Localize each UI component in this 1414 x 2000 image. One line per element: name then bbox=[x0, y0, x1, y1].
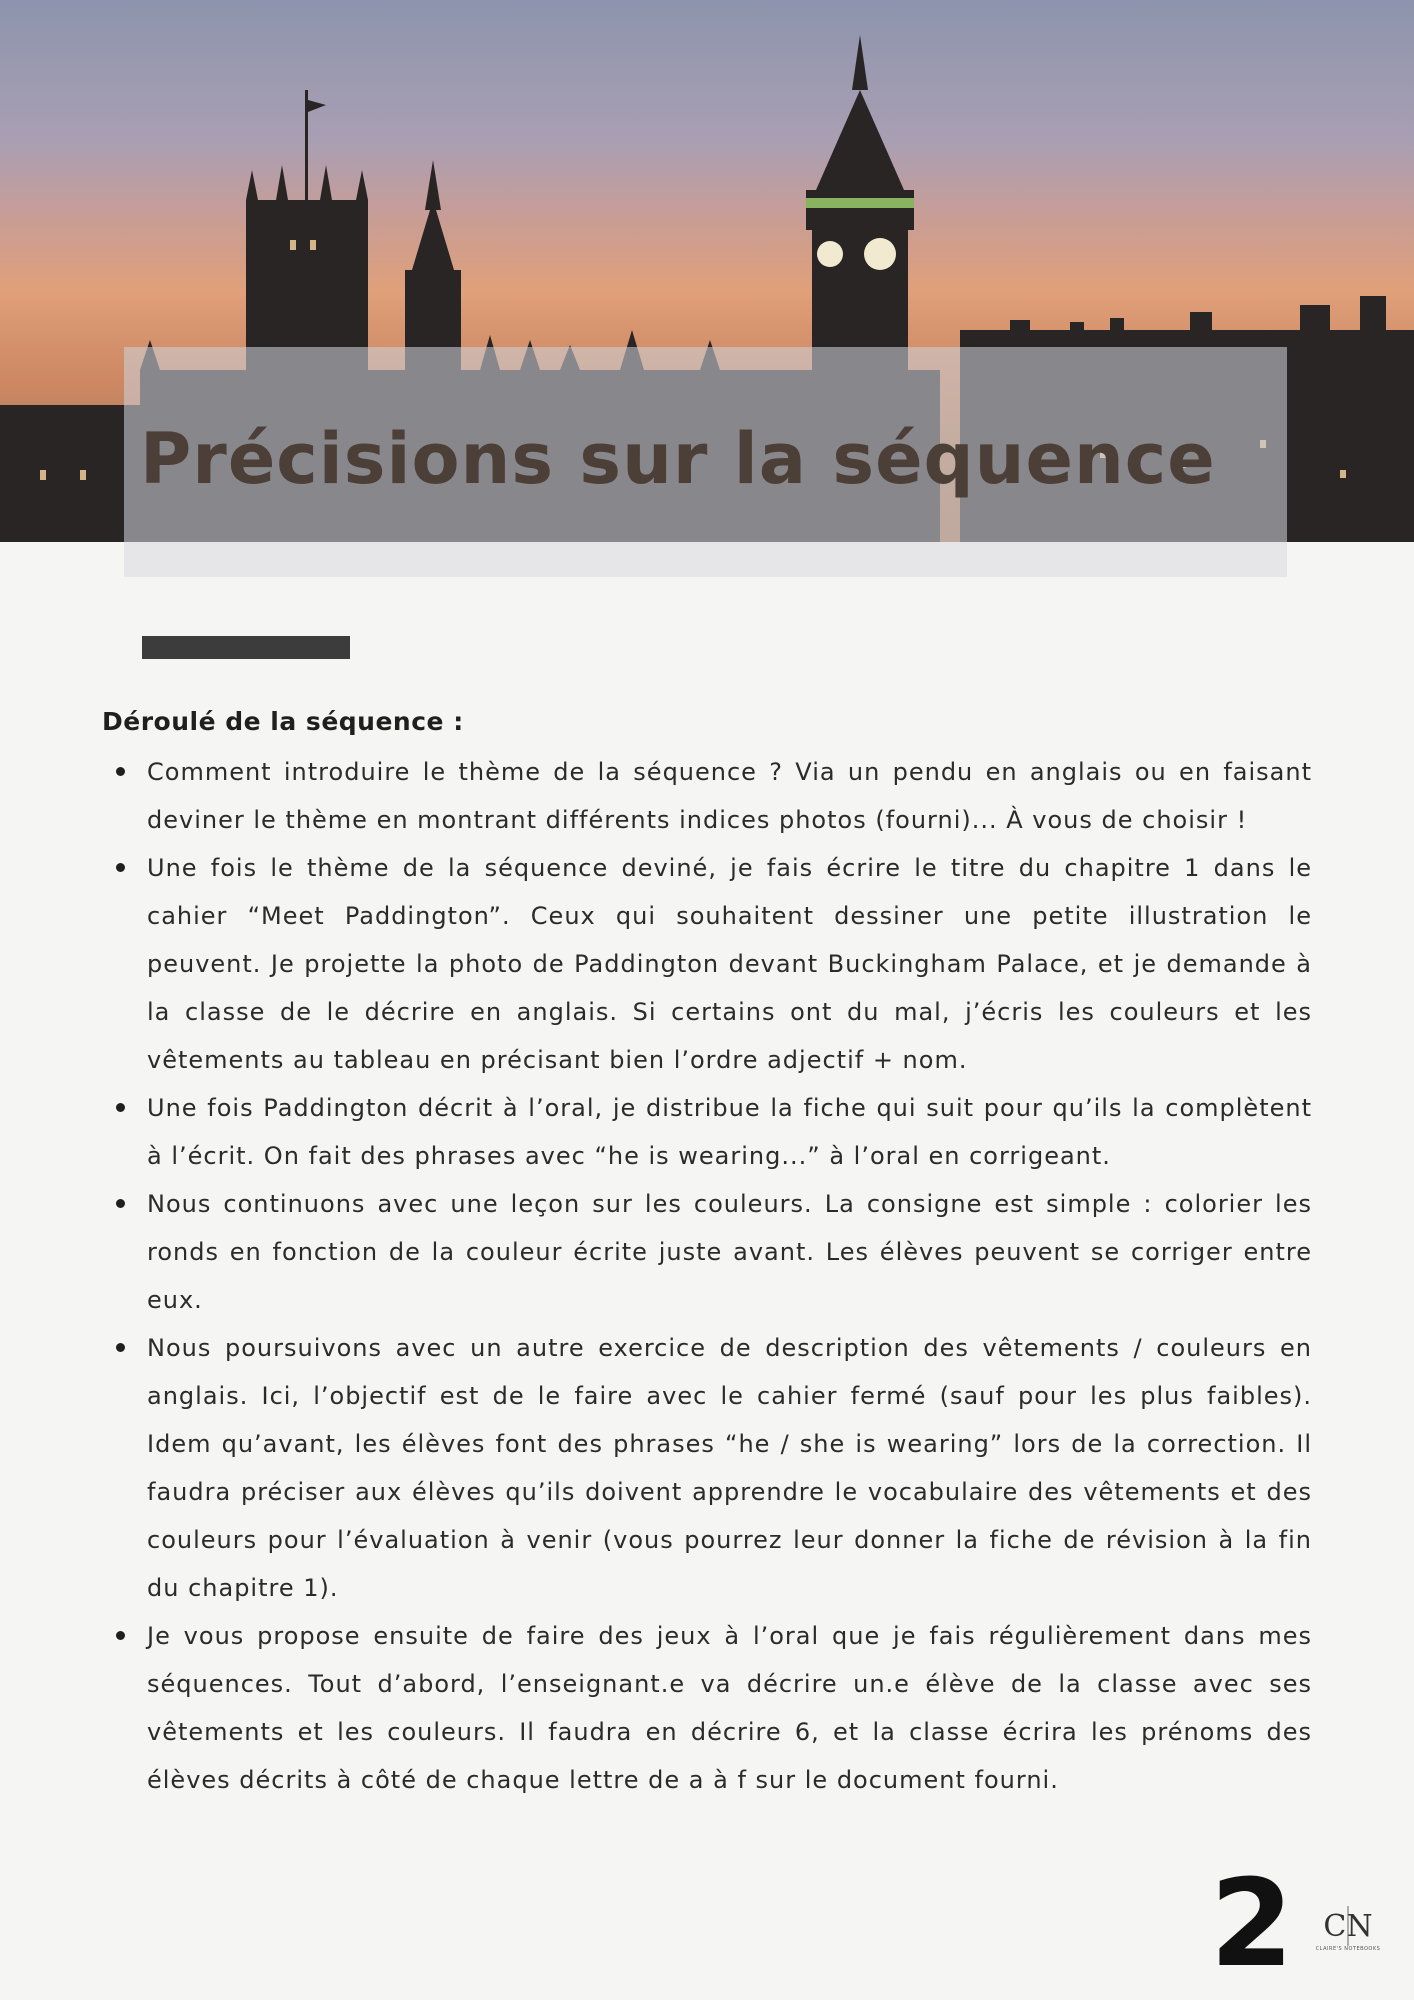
list-item bbox=[102, 1324, 1312, 1612]
sequence-steps-list bbox=[102, 748, 1312, 1804]
page-title: Précisions sur la séquence bbox=[140, 418, 1216, 500]
sequence-section bbox=[102, 698, 1312, 1804]
bullet-icon bbox=[116, 1343, 125, 1352]
list-item bbox=[102, 1084, 1312, 1180]
bullet-icon bbox=[116, 863, 125, 872]
list-item bbox=[102, 748, 1312, 844]
list-item-text: Nous continuons avec une leçon sur les couleurs. La consigne est simple : colorier les ronds en fonction de la couleur écrite juste avant. Les élèves peuvent se corriger entre eux. bbox=[147, 1190, 1312, 1314]
logo-caption: CLAIRE'S NOTEBOOKS bbox=[1315, 1946, 1381, 1952]
list-item-text: Je vous propose ensuite de faire des jeux à l’oral que je fais régulièrement dans mes séquences. Tout d’abord, l’enseignant.e va décrire un.e élève de la classe avec ses vêtements et les couleurs. Il faudra en décrire 6, et la classe écrira les prénoms des élèves décrits à côté de chaque lettre de a à f sur le document fourni. bbox=[147, 1622, 1312, 1794]
bullet-icon bbox=[116, 1103, 125, 1112]
list-item bbox=[102, 844, 1312, 1084]
list-item-text: Comment introduire le thème de la séquence ? Via un pendu en anglais ou en faisant deviner le thème en montrant différents indices photos (fourni)... À vous de choisir ! bbox=[147, 758, 1312, 834]
list-item bbox=[102, 1612, 1312, 1804]
list-item-text: Une fois Paddington décrit à l’oral, je distribue la fiche qui suit pour qu’ils la complètent à l’écrit. On fait des phrases avec “he is wearing...” à l’oral en corrigeant. bbox=[147, 1094, 1312, 1170]
list-item-text: Une fois le thème de la séquence deviné, je fais écrire le titre du chapitre 1 dans le cahier “Meet Paddington”. Ceux qui souhaitent dessiner une petite illustration le peuvent. Je projette la photo de Paddington devant Buckingham Palace, et je demande à la classe de le décrire en anglais. Si certains ont du mal, j’écris les couleurs et les vêtements au tableau en précisant bien l’ordre adjectif + nom. bbox=[147, 854, 1312, 1074]
bullet-icon bbox=[116, 767, 125, 776]
logo-initials: CN bbox=[1323, 1909, 1373, 1944]
bullet-icon bbox=[116, 1199, 125, 1208]
title-panel-lower bbox=[124, 542, 1287, 577]
section-heading: Déroulé de la séquence : bbox=[102, 707, 464, 736]
list-item-text: Nous poursuivons avec un autre exercice de description des vêtements / couleurs en anglais. Ici, l’objectif est de le faire avec le cahier fermé (sauf pour les plus faibles). Idem qu’avant, les élèves font des phrases “he / she is wearing” lors de la correction. Il faudra préciser aux élèves qu’ils doivent apprendre le vocabulaire des vêtements et des couleurs pour l’évaluation à venir (vous pourrez leur donner la fiche de révision à la fin du chapitre 1). bbox=[147, 1334, 1312, 1602]
list-item bbox=[102, 1180, 1312, 1324]
page-number: 2 bbox=[1210, 1855, 1294, 1994]
accent-bar bbox=[142, 636, 350, 659]
clock-face-right-icon bbox=[864, 238, 896, 270]
clock-face-left-icon bbox=[817, 241, 843, 267]
claires-notebooks-logo-icon bbox=[1300, 1900, 1396, 1960]
bullet-icon bbox=[116, 1631, 125, 1640]
